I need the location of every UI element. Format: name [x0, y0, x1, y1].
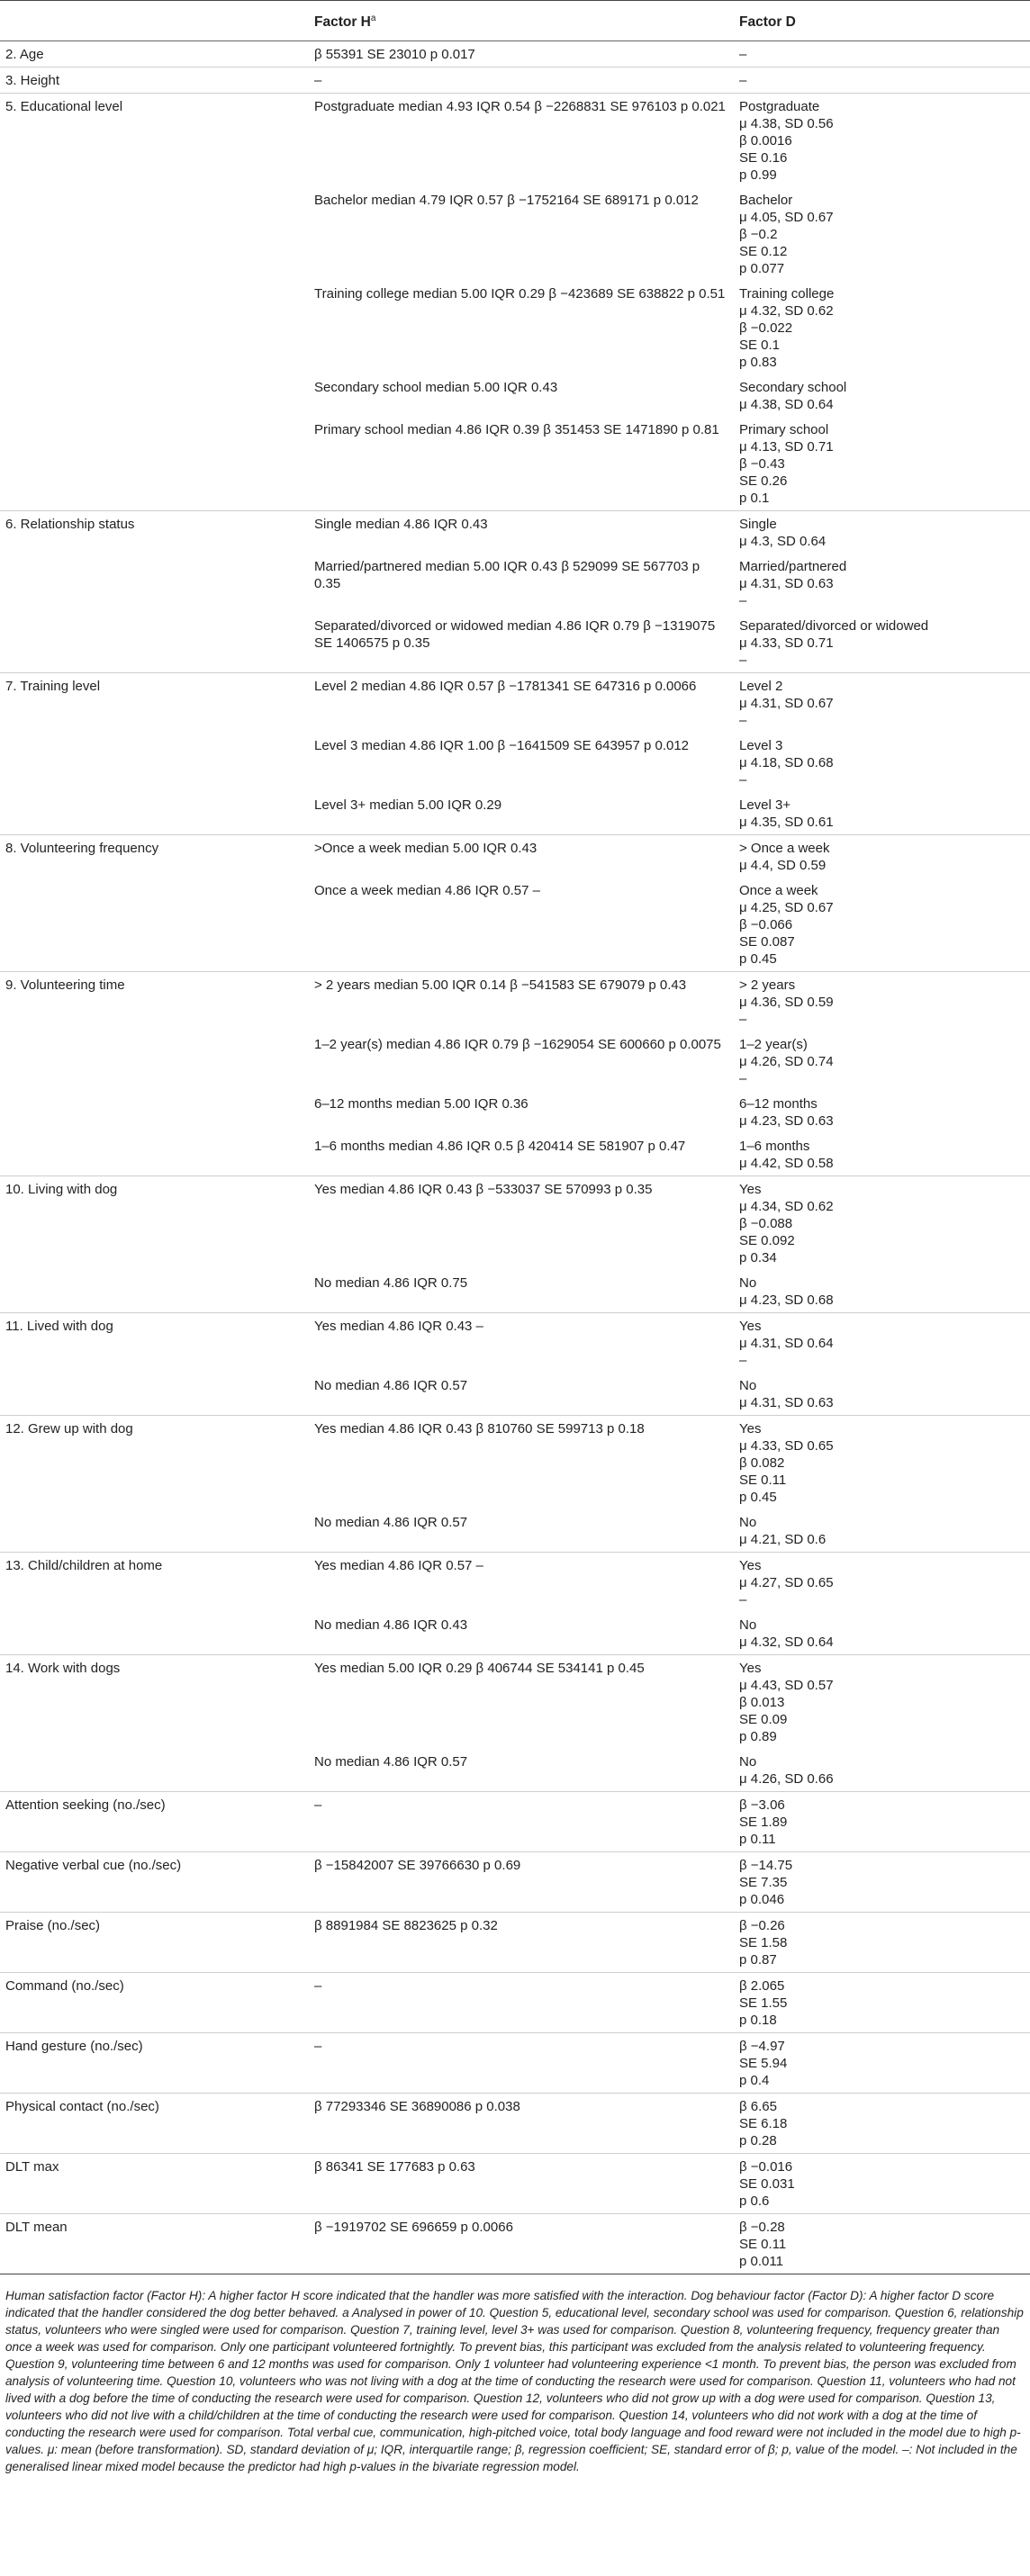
table-row: [0, 792, 1030, 835]
factor-d-line: μ 4.32, SD 0.62: [739, 303, 834, 320]
row-factor-d: [734, 733, 1030, 792]
factor-d-line: SE 0.12: [739, 244, 788, 260]
table-row: [0, 1973, 1030, 2033]
row-variable: 3. Height: [0, 68, 309, 94]
row-factor-d: [734, 1852, 1030, 1913]
row-factor-d: [734, 1509, 1030, 1553]
factor-d-line: SE 1.89: [739, 1815, 788, 1831]
factor-d-line: β 2.065: [739, 1978, 785, 1995]
factor-d-line: Yes: [739, 1182, 762, 1198]
factor-d-line: SE 1.58: [739, 1935, 788, 1951]
factor-d-line: μ 4.43, SD 0.57: [739, 1678, 834, 1694]
factor-d-line: No: [739, 1378, 757, 1394]
factor-d-line: SE 0.092: [739, 1233, 795, 1249]
factor-d-line: –: [739, 47, 747, 63]
factor-d-line: Yes: [739, 1421, 762, 1437]
header-variable: [0, 1, 309, 41]
row-factor-h: Bachelor median 4.79 IQR 0.57 β −1752164 SE 689171 p 0.012: [314, 193, 699, 209]
factor-d-line: 1–6 months: [739, 1139, 810, 1155]
table-row: [0, 1373, 1030, 1416]
factor-d-line: p 0.28: [739, 2133, 777, 2149]
row-variable: [0, 1091, 309, 1133]
row-variable: Attention seeking (no./sec): [0, 1792, 309, 1852]
factor-d-line: μ 4.33, SD 0.65: [739, 1438, 834, 1455]
factor-d-line: β −3.06: [739, 1797, 785, 1814]
factor-d-line: SE 0.16: [739, 150, 788, 167]
factor-d-line: –: [739, 1592, 747, 1608]
row-factor-d: [734, 613, 1030, 673]
row-factor-h: Yes median 4.86 IQR 0.43 β −533037 SE 570993 p 0.35: [309, 1176, 734, 1271]
factor-d-line: μ 4.34, SD 0.62: [739, 1199, 834, 1215]
row-factor-h: Yes median 4.86 IQR 0.57 –: [309, 1553, 734, 1613]
table-row: [0, 374, 1030, 417]
factor-d-line: Bachelor: [739, 193, 793, 209]
factor-d-line: Single: [739, 517, 777, 533]
row-variable: 6. Relationship status: [0, 511, 309, 554]
factor-d-line: –: [739, 1071, 747, 1087]
table-row: [0, 2154, 1030, 2214]
table-row: [0, 554, 1030, 613]
row-variable: 13. Child/children at home: [0, 1553, 309, 1613]
factor-d-line: Married/partnered: [739, 559, 847, 575]
table-row: [0, 41, 1030, 68]
factor-d-line: μ 4.35, SD 0.61: [739, 815, 834, 831]
row-factor-d: [734, 1031, 1030, 1091]
row-factor-d: [734, 2214, 1030, 2274]
row-factor-h: β 8891984 SE 8823625 p 0.32: [309, 1913, 734, 1973]
row-variable: 14. Work with dogs: [0, 1655, 309, 1750]
row-factor-h: 1–6 months median 4.86 IQR 0.5 β 420414 SE 581907 p 0.47: [314, 1139, 686, 1155]
row-variable: DLT max: [0, 2154, 309, 2214]
row-variable: 10. Living with dog: [0, 1176, 309, 1271]
factor-d-line: Level 3: [739, 738, 783, 754]
row-factor-h: Yes median 5.00 IQR 0.29 β 406744 SE 534141 p 0.45: [309, 1655, 734, 1750]
factor-d-line: μ 4.13, SD 0.71: [739, 439, 834, 455]
factor-d-line: μ 4.31, SD 0.63: [739, 1395, 834, 1411]
table-row: [0, 1031, 1030, 1091]
row-variable: [0, 281, 309, 374]
row-factor-h: Separated/divorced or widowed median 4.86 IQR 0.79 β −1319075 SE 1406575 p 0.35: [314, 618, 716, 652]
factor-d-line: p 0.87: [739, 1952, 777, 1968]
row-variable: [0, 792, 309, 835]
factor-d-line: μ 4.05, SD 0.67: [739, 210, 834, 226]
table-row: [0, 1313, 1030, 1374]
row-variable: [0, 613, 309, 673]
factor-d-line: μ 4.23, SD 0.68: [739, 1293, 834, 1309]
row-factor-d: [734, 1270, 1030, 1313]
row-factor-h: > 2 years median 5.00 IQR 0.14 β −541583 SE 679079 p 0.43: [309, 972, 734, 1032]
table-body: [0, 41, 1030, 2274]
table-row: [0, 1416, 1030, 1510]
table-row: [0, 733, 1030, 792]
factor-d-line: p 0.11: [739, 1832, 776, 1848]
row-variable: 2. Age: [0, 41, 309, 68]
factor-d-line: No: [739, 1617, 757, 1634]
row-variable: [0, 1133, 309, 1176]
row-factor-d: [734, 94, 1030, 188]
factor-d-line: 1–2 year(s): [739, 1037, 808, 1053]
factor-d-line: p 0.99: [739, 167, 777, 184]
row-factor-d: [734, 878, 1030, 972]
factor-d-line: μ 4.36, SD 0.59: [739, 995, 834, 1011]
factor-d-line: Training college: [739, 286, 835, 302]
row-factor-h: Level 3+ median 5.00 IQR 0.29: [314, 797, 502, 814]
factor-d-line: Secondary school: [739, 380, 847, 396]
row-factor-h: β 55391 SE 23010 p 0.017: [309, 41, 734, 68]
factor-d-line: μ 4.31, SD 0.63: [739, 576, 834, 592]
factor-d-line: μ 4.18, SD 0.68: [739, 755, 834, 771]
factor-d-line: > Once a week: [739, 841, 830, 857]
table-row: [0, 1176, 1030, 1271]
factor-d-line: μ 4.33, SD 0.71: [739, 635, 834, 652]
factor-d-line: Yes: [739, 1319, 762, 1335]
factor-d-line: Yes: [739, 1661, 762, 1677]
factor-d-line: SE 0.11: [739, 2237, 787, 2253]
factor-d-line: Once a week: [739, 883, 818, 899]
row-factor-d: [734, 374, 1030, 417]
row-factor-d: [734, 554, 1030, 613]
row-variable: [0, 1373, 309, 1416]
row-factor-h: 1–2 year(s) median 4.86 IQR 0.79 β −1629054 SE 600660 p 0.0075: [314, 1037, 721, 1053]
factor-d-line: Separated/divorced or widowed: [739, 618, 929, 635]
row-variable: [0, 1270, 309, 1313]
factor-d-line: p 0.6: [739, 2193, 770, 2210]
row-factor-d: [734, 187, 1030, 281]
factor-d-line: μ 4.38, SD 0.64: [739, 397, 834, 413]
row-variable: [0, 1031, 309, 1091]
table-row: [0, 835, 1030, 878]
row-factor-d: [734, 1373, 1030, 1416]
table-row: [0, 1091, 1030, 1133]
row-factor-d: [734, 1553, 1030, 1613]
factor-d-line: > 2 years: [739, 977, 796, 994]
factor-d-line: No: [739, 1515, 757, 1531]
table-row: [0, 1133, 1030, 1176]
row-factor-h: No median 4.86 IQR 0.57: [314, 1515, 468, 1531]
table-row: [0, 972, 1030, 1032]
table-row: [0, 94, 1030, 188]
factor-d-line: SE 5.94: [739, 2056, 788, 2072]
factor-d-line: SE 0.1: [739, 338, 781, 354]
row-factor-h: –: [309, 1792, 734, 1852]
row-factor-h: –: [309, 2033, 734, 2094]
row-variable: 8. Volunteering frequency: [0, 835, 309, 878]
row-factor-d: [734, 417, 1030, 511]
row-factor-d: [734, 1973, 1030, 2033]
row-variable: [0, 1749, 309, 1792]
table-row: [0, 1655, 1030, 1750]
row-factor-h: β 77293346 SE 36890086 p 0.038: [309, 2094, 734, 2154]
row-factor-h: Postgraduate median 4.93 IQR 0.54 β −2268831 SE 976103 p 0.021: [309, 94, 734, 188]
row-factor-h: –: [309, 1973, 734, 2033]
factor-d-line: β −0.088: [739, 1216, 793, 1232]
header-factor-h: [309, 1, 734, 41]
row-factor-h: Secondary school median 5.00 IQR 0.43: [314, 380, 558, 396]
row-factor-d: [734, 2094, 1030, 2154]
factor-d-line: μ 4.32, SD 0.64: [739, 1635, 834, 1651]
row-factor-h: Once a week median 4.86 IQR 0.57 –: [314, 883, 540, 899]
factor-d-line: μ 4.31, SD 0.67: [739, 696, 834, 712]
factor-d-line: p 0.83: [739, 355, 777, 371]
row-factor-h: No median 4.86 IQR 0.75: [314, 1275, 468, 1292]
factor-d-line: –: [739, 1012, 747, 1028]
factor-d-line: β 6.65: [739, 2099, 777, 2115]
row-factor-h: No median 4.86 IQR 0.57: [314, 1378, 468, 1394]
row-factor-h: No median 4.86 IQR 0.43: [314, 1617, 468, 1634]
table-footnote: [5, 2287, 1025, 2475]
factor-d-line: p 0.45: [739, 951, 777, 968]
row-factor-d: [734, 68, 1030, 94]
row-factor-h: β 86341 SE 177683 p 0.63: [309, 2154, 734, 2214]
row-factor-h: Single median 4.86 IQR 0.43: [309, 511, 734, 554]
row-factor-d: [734, 835, 1030, 878]
factor-d-line: μ 4.26, SD 0.66: [739, 1771, 834, 1788]
row-variable: 9. Volunteering time: [0, 972, 309, 1032]
table-row: [0, 2094, 1030, 2154]
row-factor-d: [734, 41, 1030, 68]
factor-d-line: No: [739, 1754, 757, 1770]
factor-d-line: SE 0.031: [739, 2176, 795, 2193]
factor-d-line: –: [739, 1353, 747, 1369]
factor-d-line: SE 0.26: [739, 473, 788, 490]
table-row: [0, 1612, 1030, 1655]
row-factor-d: [734, 1133, 1030, 1176]
table-row: [0, 68, 1030, 94]
row-factor-d: [734, 673, 1030, 734]
factor-d-line: Postgraduate: [739, 99, 820, 115]
row-variable: [0, 187, 309, 281]
row-variable: [0, 374, 309, 417]
row-factor-h: Yes median 4.86 IQR 0.43 –: [309, 1313, 734, 1374]
row-factor-h: β −1919702 SE 696659 p 0.0066: [309, 2214, 734, 2274]
factor-d-line: Level 3+: [739, 797, 791, 814]
factor-d-line: β −0.016: [739, 2159, 793, 2175]
footnote-text: Human satisfaction factor (Factor H): A higher factor H score indicated that the handler was more satisfied with the interaction. Dog behaviour factor (Factor D): A higher factor D score indicated that the handler considered the dog better behaved. a Analysed in power of 10. Question 5, educational level, secondary school was used for comparison. Question 6, relationship status, volunteers who were singled were used for comparison. Question 7, training level, level 3+ was used for comparison. Question 8, volunteering frequency, frequency greater than once a week was used for comparison. Only one participant volunteered fortnightly. To prevent bias, this participant was excluded from the analysis related to volunteering frequency. Question 9, volunteering time between 6 and 12 months was used for comparison. Only 1 volunteer had volunteering experience <1 month. To prevent bias, the person was excluded from analysis of volunteering time. Question 10, volunteers who was not living with a dog at the time of conducting the research were used for comparison. Question 11, volunteers who had not lived with a dog before the time of conducting the research were used for comparison. Question 12, volunteers who did not grow up with a dog were used for comparison. Question 13, volunteers who did not live with a child/children at the time of conducting the research were used for comparison. Question 14, volunteers who did not work with a dog at the time of conducting the research were used for comparison. Total verbal cue, communication, high-pitched voice, total body language and food reward were not included in the model due to high p-values. μ: mean (before transformation). SD, standard deviation of μ; IQR, interquartile range; β, regression coefficient; SE, standard error of β; p, value of the model. –: Not included in the generalised linear mixed model because the predictor had high p-values in the bivariate regression model.: [5, 2289, 1024, 2474]
factor-d-line: μ 4.3, SD 0.64: [739, 534, 827, 550]
table-row: [0, 878, 1030, 972]
factor-d-line: μ 4.31, SD 0.64: [739, 1336, 834, 1352]
row-variable: 11. Lived with dog: [0, 1313, 309, 1374]
factor-d-line: β −0.022: [739, 320, 793, 337]
factor-d-line: SE 0.087: [739, 934, 795, 950]
factor-d-line: Primary school: [739, 422, 829, 438]
row-factor-h: Yes median 4.86 IQR 0.43 β 810760 SE 599713 p 0.18: [309, 1416, 734, 1510]
row-variable: [0, 417, 309, 511]
factor-d-line: μ 4.42, SD 0.58: [739, 1156, 834, 1172]
table-row: [0, 1270, 1030, 1313]
row-factor-d: [734, 1749, 1030, 1792]
row-factor-h: Primary school median 4.86 IQR 0.39 β 351453 SE 1471890 p 0.81: [314, 422, 719, 438]
row-variable: DLT mean: [0, 2214, 309, 2274]
table-row: [0, 1852, 1030, 1913]
factor-d-line: SE 0.09: [739, 1712, 788, 1728]
factor-d-line: SE 7.35: [739, 1875, 788, 1891]
factor-d-line: β 0.0016: [739, 133, 792, 149]
header-factor-h-sup: a: [370, 14, 376, 23]
row-factor-h: No median 4.86 IQR 0.57: [314, 1754, 468, 1770]
factor-d-line: μ 4.26, SD 0.74: [739, 1054, 834, 1070]
factor-d-line: 6–12 months: [739, 1096, 818, 1112]
row-factor-d: [734, 1913, 1030, 1973]
row-factor-d: [734, 1313, 1030, 1374]
factor-d-line: β 0.013: [739, 1695, 785, 1711]
factor-d-line: –: [739, 593, 747, 609]
factor-d-line: Yes: [739, 1558, 762, 1574]
factor-d-line: p 0.011: [739, 2254, 783, 2270]
header-factor-d: Factor D: [734, 1, 1030, 41]
row-factor-d: [734, 281, 1030, 374]
row-variable: Physical contact (no./sec): [0, 2094, 309, 2154]
row-factor-d: [734, 1655, 1030, 1750]
row-variable: [0, 1509, 309, 1553]
factor-d-line: μ 4.4, SD 0.59: [739, 858, 827, 874]
factor-d-line: β −0.066: [739, 917, 793, 933]
factor-d-line: p 0.34: [739, 1250, 777, 1266]
table-row: [0, 1792, 1030, 1852]
row-factor-d: [734, 1416, 1030, 1510]
table-row: [0, 1553, 1030, 1613]
factor-d-line: –: [739, 653, 747, 669]
row-factor-d: [734, 972, 1030, 1032]
factor-d-line: β −0.28: [739, 2220, 785, 2236]
table-row: [0, 613, 1030, 673]
row-variable: 5. Educational level: [0, 94, 309, 188]
factor-d-line: β −0.26: [739, 1918, 785, 1934]
factor-d-line: –: [739, 772, 747, 788]
factor-d-line: β −0.43: [739, 456, 785, 473]
table-row: [0, 1913, 1030, 1973]
factor-d-line: β −0.2: [739, 227, 778, 243]
row-factor-h: >Once a week median 5.00 IQR 0.43: [309, 835, 734, 878]
table-row: [0, 673, 1030, 734]
row-variable: Negative verbal cue (no./sec): [0, 1852, 309, 1913]
row-factor-d: [734, 511, 1030, 554]
factor-d-line: p 0.18: [739, 2013, 777, 2029]
factor-d-line: μ 4.25, SD 0.67: [739, 900, 834, 916]
factor-d-line: SE 1.55: [739, 1995, 788, 2012]
factor-d-line: p 0.45: [739, 1490, 777, 1506]
row-factor-d: [734, 1612, 1030, 1655]
table-row: [0, 281, 1030, 374]
row-variable: [0, 733, 309, 792]
row-variable: [0, 554, 309, 613]
table-row: [0, 2033, 1030, 2094]
row-factor-h: Training college median 5.00 IQR 0.29 β −423689 SE 638822 p 0.51: [314, 286, 726, 302]
factor-d-line: –: [739, 73, 747, 89]
factor-d-line: p 0.1: [739, 491, 770, 507]
table-row: [0, 511, 1030, 554]
table-row: [0, 1749, 1030, 1792]
row-variable: Hand gesture (no./sec): [0, 2033, 309, 2094]
factor-d-line: μ 4.27, SD 0.65: [739, 1575, 834, 1591]
factor-d-line: β −4.97: [739, 2039, 785, 2055]
factor-d-line: –: [739, 713, 747, 729]
row-factor-d: [734, 792, 1030, 835]
table-row: [0, 1509, 1030, 1553]
factor-d-line: p 0.89: [739, 1729, 777, 1745]
factor-d-line: p 0.4: [739, 2073, 770, 2089]
row-factor-d: [734, 2154, 1030, 2214]
row-factor-h: β −15842007 SE 39766630 p 0.69: [309, 1852, 734, 1913]
row-variable: Praise (no./sec): [0, 1913, 309, 1973]
factor-d-line: p 0.046: [739, 1892, 785, 1908]
row-factor-d: [734, 1792, 1030, 1852]
factor-d-line: μ 4.38, SD 0.56: [739, 116, 834, 132]
factor-d-line: μ 4.21, SD 0.6: [739, 1532, 827, 1548]
table-row: [0, 187, 1030, 281]
row-factor-h: Level 2 median 4.86 IQR 0.57 β −1781341 SE 647316 p 0.0066: [309, 673, 734, 734]
factor-d-line: SE 6.18: [739, 2116, 788, 2132]
row-variable: Command (no./sec): [0, 1973, 309, 2033]
header-factor-h-label: Factor H: [314, 14, 371, 31]
factor-d-line: p 0.077: [739, 261, 785, 277]
row-factor-h: Level 3 median 4.86 IQR 1.00 β −1641509 SE 643957 p 0.012: [314, 738, 690, 754]
row-factor-h: Married/partnered median 5.00 IQR 0.43 β 529099 SE 567703 p 0.35: [314, 559, 700, 592]
factor-d-line: SE 0.11: [739, 1473, 787, 1489]
row-factor-d: [734, 1091, 1030, 1133]
row-factor-h: 6–12 months median 5.00 IQR 0.36: [314, 1096, 529, 1112]
factor-d-line: Level 2: [739, 679, 783, 695]
row-factor-d: [734, 2033, 1030, 2094]
table-header-row: [0, 1, 1030, 41]
row-factor-d: [734, 1176, 1030, 1271]
factor-d-line: β 0.082: [739, 1455, 785, 1472]
table-row: [0, 2214, 1030, 2274]
row-variable: [0, 878, 309, 972]
factor-d-line: β −14.75: [739, 1858, 793, 1874]
table-row: [0, 417, 1030, 511]
row-factor-h: –: [309, 68, 734, 94]
row-variable: 12. Grew up with dog: [0, 1416, 309, 1510]
row-variable: 7. Training level: [0, 673, 309, 734]
row-variable: [0, 1612, 309, 1655]
factor-d-line: No: [739, 1275, 757, 1292]
factor-d-line: μ 4.23, SD 0.63: [739, 1113, 834, 1130]
